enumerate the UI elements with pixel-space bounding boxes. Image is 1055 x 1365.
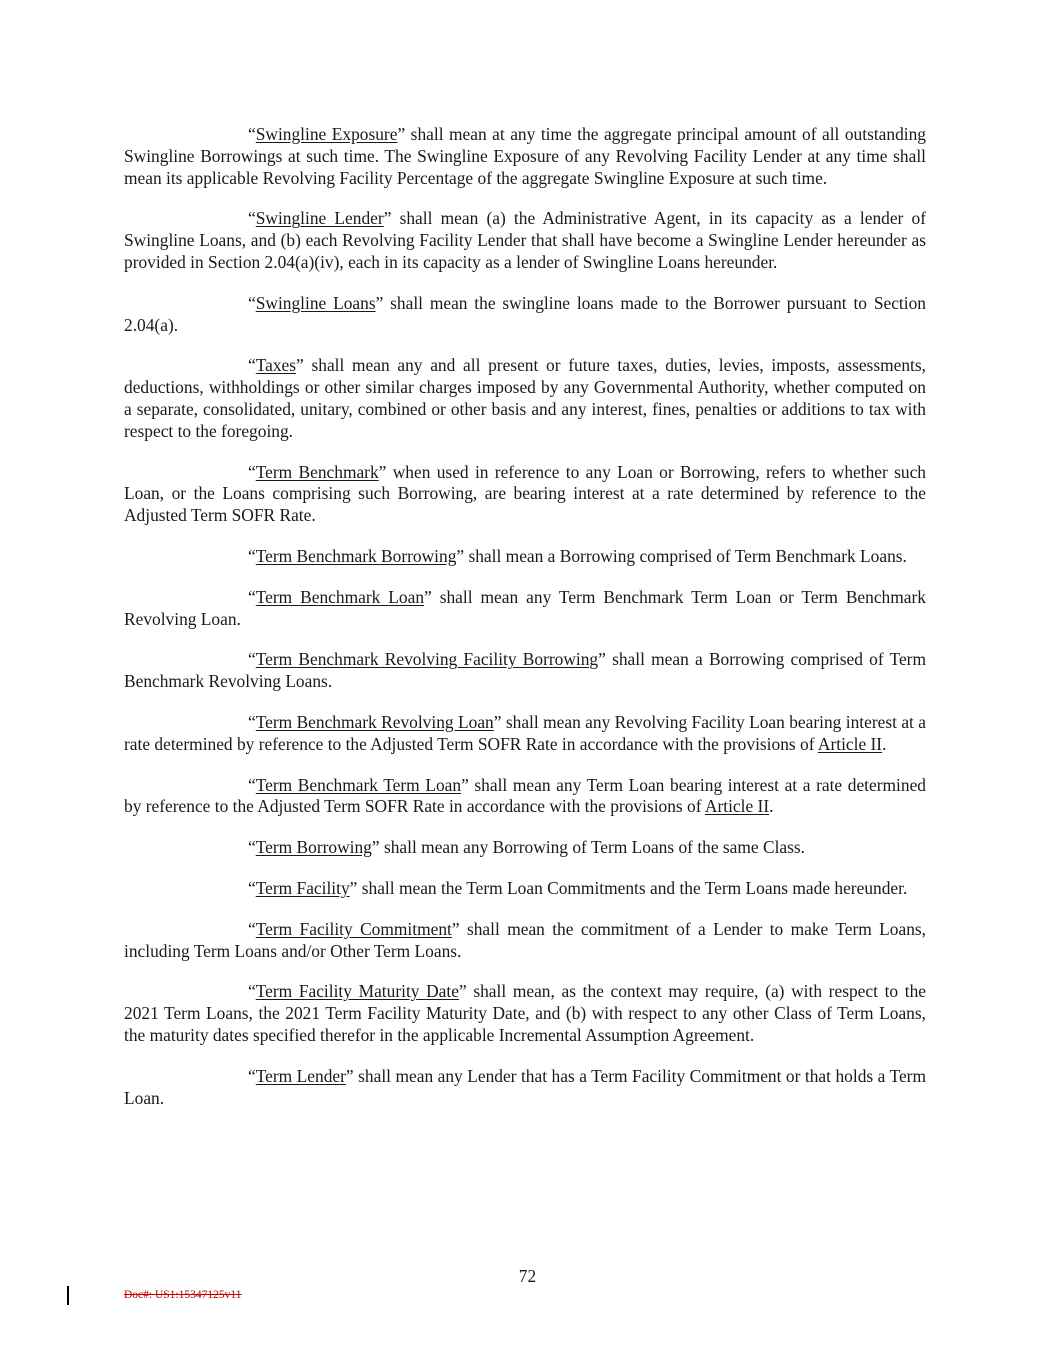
defined-term: Swingline Loans	[255, 292, 376, 313]
definition-term-benchmark-term-loan: “Term Benchmark Term Loan” shall mean any Term Loan bearing interest at a rate determined by reference to the Adjusted Term SOFR Rate in accordance with the provisions of Article II.	[124, 774, 926, 817]
definition-swingline-lender: “Swingline Lender” shall mean (a) the Administrative Agent, in its capacity as a lender of Swingline Loans, and (b) each Revolving Facility Lender that shall have become a Swingline Lender hereunder as provided in Section 2.04(a)(iv), each in its capacity as a lender of Swingline Loans hereunder.	[124, 208, 927, 272]
definition-swingline-loans: “Swingline Loans” shall mean the swingline loans made to the Borrower pursuant to Section 2.04(a).	[124, 292, 926, 335]
definition-text: shall mean a Borrowing comprised of Term Benchmark Revolving Loans.	[124, 649, 926, 692]
definition-text: shall mean any Borrowing of Term Loans of the same Class.	[379, 837, 806, 858]
defined-term: Term Facility Maturity Date	[255, 981, 459, 1002]
defined-term: Swingline Lender	[255, 208, 384, 229]
definition-end: .	[882, 733, 887, 754]
change-bar	[67, 1286, 69, 1305]
article-ii-link[interactable]: Article II	[817, 733, 883, 754]
defined-term: Term Benchmark Revolving Facility Borrowing	[255, 649, 599, 670]
definition-text: shall mean (a) the Administrative Agent, in its capacity as a lender of Swingline Loans, and (b) each Revolving Facility Lender that shall have become a Swingline Lender hereunder as provided in Section 2.04(a)(iv), each in its capacity as a lender of Swingline Loans hereunder.	[124, 208, 927, 272]
definition-term-benchmark-revolving-loan: “Term Benchmark Revolving Loan” shall mean any Revolving Facility Loan bearing interest at a rate determined by reference to the Adjusted Term SOFR Rate in accordance with the provisions of Article II.	[124, 711, 927, 754]
defined-term: Term Lender	[255, 1065, 346, 1086]
definition-taxes: “Taxes” shall mean any and all present or future taxes, duties, levies, imposts, assessments, deductions, withholdings or other similar charges imposed by any Governmental Authority, whether computed on a separate, consolidated, unitary, combined or other basis and any interest, fines, penalties or additions to tax with respect to the foregoing.	[124, 355, 926, 441]
definition-text: shall mean any Revolving Facility Loan bearing interest at a rate determined by reference to the Adjusted Term SOFR Rate in accordance with the provisions of	[124, 711, 927, 754]
definition-text: shall mean any Term Loan bearing interest at a rate determined by reference to the Adjusted Term SOFR Rate in accordance with the provisions of	[124, 774, 926, 817]
definition-term-facility: “Term Facility” shall mean the Term Loan Commitments and the Term Loans made hereunder.	[248, 877, 908, 898]
definition-term-facility-commitment: “Term Facility Commitment” shall mean the commitment of a Lender to make Term Loans, including Term Loans and/or Other Term Loans.	[124, 918, 927, 961]
defined-term: Term Benchmark Loan	[255, 586, 425, 607]
definitions-body	[124, 124, 926, 1128]
definition-term-benchmark-loan: “Term Benchmark Loan” shall mean any Term Benchmark Term Loan or Term Benchmark Revolving Loan.	[124, 586, 926, 629]
definition-text: shall mean, as the context may require, (a) with respect to the 2021 Term Loans, the 2021 Term Facility Maturity Date, and (b) with respect to any other Class of Term Loans, the maturity dates specified therefor in the applicable Incremental Assumption Agreement.	[124, 981, 926, 1045]
definition-text: shall mean the swingline loans made to the Borrower pursuant to Section 2.04(a).	[124, 292, 926, 335]
definition-text: shall mean a Borrowing comprised of Term Benchmark Loans.	[464, 545, 907, 566]
definition-end: .	[769, 796, 774, 817]
definition-term-benchmark-borrowing: “Term Benchmark Borrowing” shall mean a Borrowing comprised of Term Benchmark Loans.	[248, 545, 907, 566]
defined-term: Term Borrowing	[255, 837, 372, 858]
document-id: Doc#: US1:15347125v11	[124, 1289, 242, 1301]
definition-swingline-exposure: “Swingline Exposure” shall mean at any time the aggregate principal amount of all outstanding Swingline Borrowings at such time. The Swingline Exposure of any Revolving Facility Lender at any time shall mean its applicable Revolving Facility Percentage of the aggregate Swingline Exposure at such time.	[124, 124, 927, 188]
definition-text: shall mean any and all present or future taxes, duties, levies, imposts, assessments, deductions, withholdings or other similar charges imposed by any Governmental Authority, whether computed on a separate, consolidated, unitary, combined or other basis and any interest, fines, penalties or additions to tax with respect to the foregoing.	[124, 355, 926, 441]
definition-term-lender: “Term Lender” shall mean any Lender that has a Term Facility Commitment or that holds a Term Loan.	[124, 1065, 926, 1108]
definition-text: shall mean any Lender that has a Term Facility Commitment or that holds a Term Loan.	[124, 1065, 926, 1108]
definition-text: shall mean the Term Loan Commitments and the Term Loans made hereunder.	[357, 877, 908, 898]
defined-term: Term Facility	[255, 877, 350, 898]
defined-term: Swingline Exposure	[255, 124, 398, 144]
definition-text: shall mean at any time the aggregate principal amount of all outstanding Swingline Borrowings at such time. The Swingline Exposure of any Revolving Facility Lender at any time shall mean its applicable Revolving Facility Percentage of the aggregate Swingline Exposure at such time.	[124, 124, 927, 188]
definition-text: shall mean the commitment of a Lender to make Term Loans, including Term Loans and/or Other Term Loans.	[124, 918, 927, 961]
defined-term: Term Benchmark Borrowing	[255, 545, 457, 566]
defined-term: Taxes	[255, 355, 297, 376]
article-ii-link[interactable]: Article II	[704, 796, 770, 817]
defined-term: Term Benchmark	[255, 461, 379, 482]
definition-text: shall mean any Term Benchmark Term Loan or Term Benchmark Revolving Loan.	[124, 586, 926, 629]
definition-term-facility-maturity-date: “Term Facility Maturity Date” shall mean, as the context may require, (a) with respect to the 2021 Term Loans, the 2021 Term Facility Maturity Date, and (b) with respect to any other Class of Term Loans, the maturity dates specified therefor in the applicable Incremental Assumption Agreement.	[124, 981, 926, 1045]
defined-term: Term Benchmark Term Loan	[255, 774, 462, 795]
defined-term: Term Facility Commitment	[255, 918, 452, 939]
page-number: 72	[518, 1266, 537, 1286]
definition-text: when used in reference to any Loan or Borrowing, refers to whether such Loan, or the Loans comprising such Borrowing, are bearing interest at a rate determined by reference to the Adjusted Term SOFR Rate.	[124, 461, 926, 526]
definition-term-borrowing: “Term Borrowing” shall mean any Borrowing of Term Loans of the same Class.	[248, 837, 806, 858]
defined-term: Term Benchmark Revolving Loan	[255, 711, 494, 732]
definition-term-benchmark: “Term Benchmark” when used in reference to any Loan or Borrowing, refers to whether such Loan, or the Loans comprising such Borrowing, are bearing interest at a rate determined by reference to the Adjusted Term SOFR Rate.	[124, 461, 926, 526]
definition-term-benchmark-revolving-facility-borrowing: “Term Benchmark Revolving Facility Borrowing” shall mean a Borrowing comprised of Term Benchmark Revolving Loans.	[124, 649, 926, 692]
